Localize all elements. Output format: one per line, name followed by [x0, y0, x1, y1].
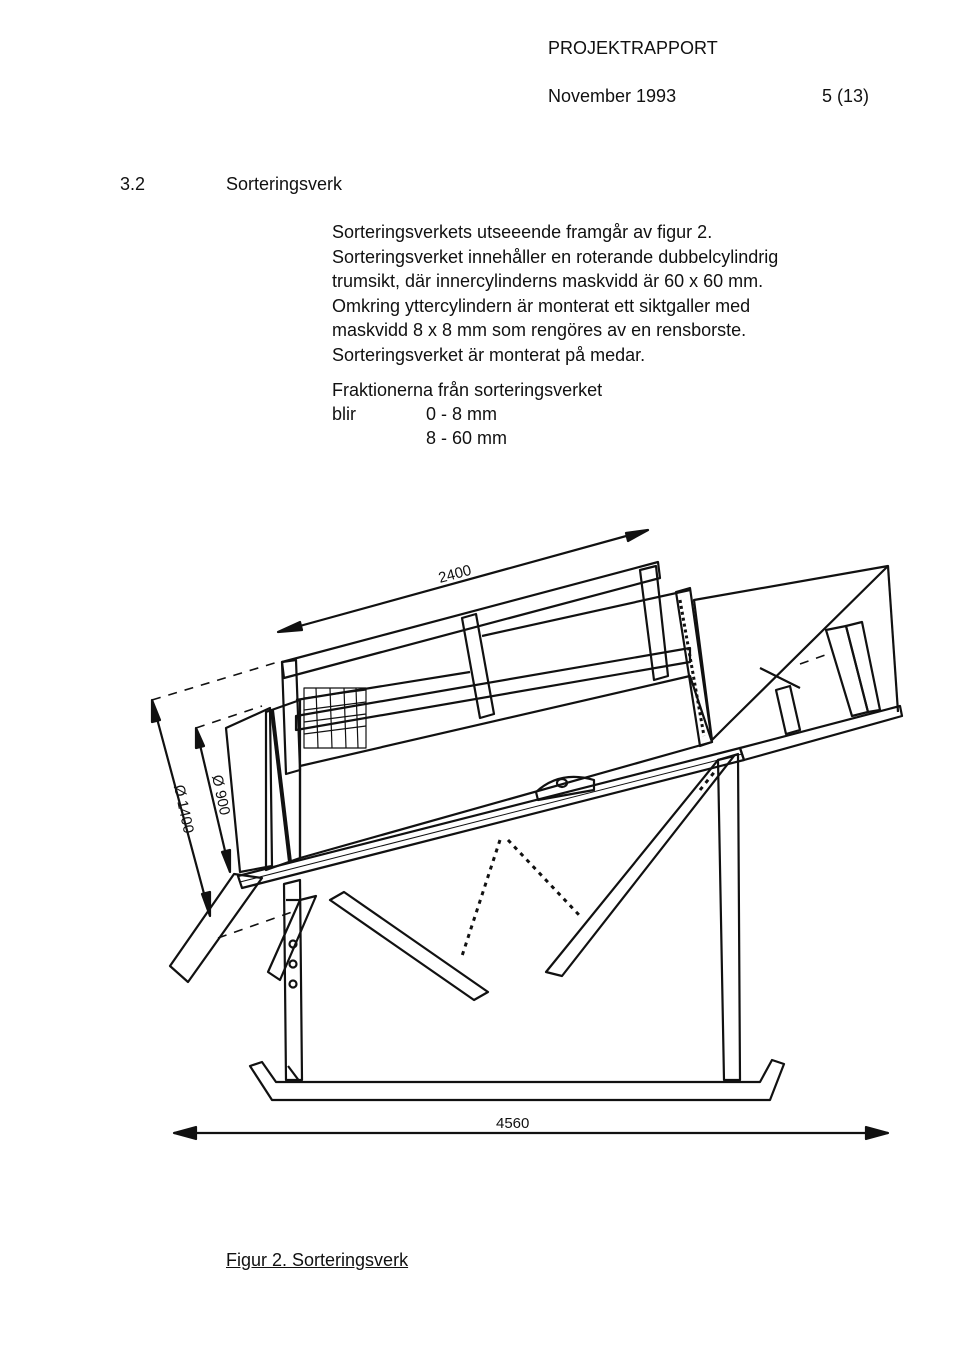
label-4560: 4560	[496, 1115, 530, 1132]
main-frame	[238, 706, 902, 888]
figure-caption: Figur 2. Sorteringsverk	[226, 1250, 409, 1270]
fraction-fine: 0 - 8 mm	[426, 404, 498, 424]
label-diameter-outer: Ø 1400	[170, 783, 197, 835]
fraction-coarse: 8 - 60 mm	[426, 428, 508, 448]
dimension-4560	[174, 1127, 888, 1139]
paragraph-line: Omkring yttercylindern är monterat ett siktgaller med	[332, 295, 751, 316]
drive-gear	[676, 588, 712, 746]
fractions-intro: Fraktionerna från sorteringsverket	[332, 380, 603, 400]
fractions-lead: blir	[332, 404, 357, 424]
report-title: PROJEKTRAPPORT	[548, 38, 718, 58]
paragraph-line: maskvidd 8 x 8 mm som rengöres av en rensborste.	[332, 320, 747, 340]
section-title: Sorteringsverk	[226, 174, 343, 194]
label-2400: 2400	[436, 561, 474, 587]
paragraph-line: Sorteringsverkets utseeende framgår av figur 2.	[332, 222, 713, 242]
skid-runner	[250, 1060, 784, 1100]
label-diameter-inner: Ø 900	[208, 773, 234, 817]
drawing-lines	[152, 530, 902, 1139]
paragraph-line: Sorteringsverket är monterat på medar.	[332, 344, 646, 365]
paragraph-line: trumsikt, där innercylinderns maskvidd är 60 x 60 mm.	[332, 271, 764, 291]
page-number: 5 (13)	[822, 86, 870, 106]
report-date: November 1993	[548, 86, 677, 106]
screen-mesh	[304, 688, 366, 748]
outlet-chute	[170, 874, 262, 982]
paragraph-line: Sorteringsverket innehåller en roterande dubbelcylindrig	[332, 246, 779, 267]
support-legs	[268, 754, 740, 1080]
drum-frame	[282, 562, 690, 774]
chains	[462, 770, 716, 956]
section-number: 3.2	[120, 174, 146, 194]
